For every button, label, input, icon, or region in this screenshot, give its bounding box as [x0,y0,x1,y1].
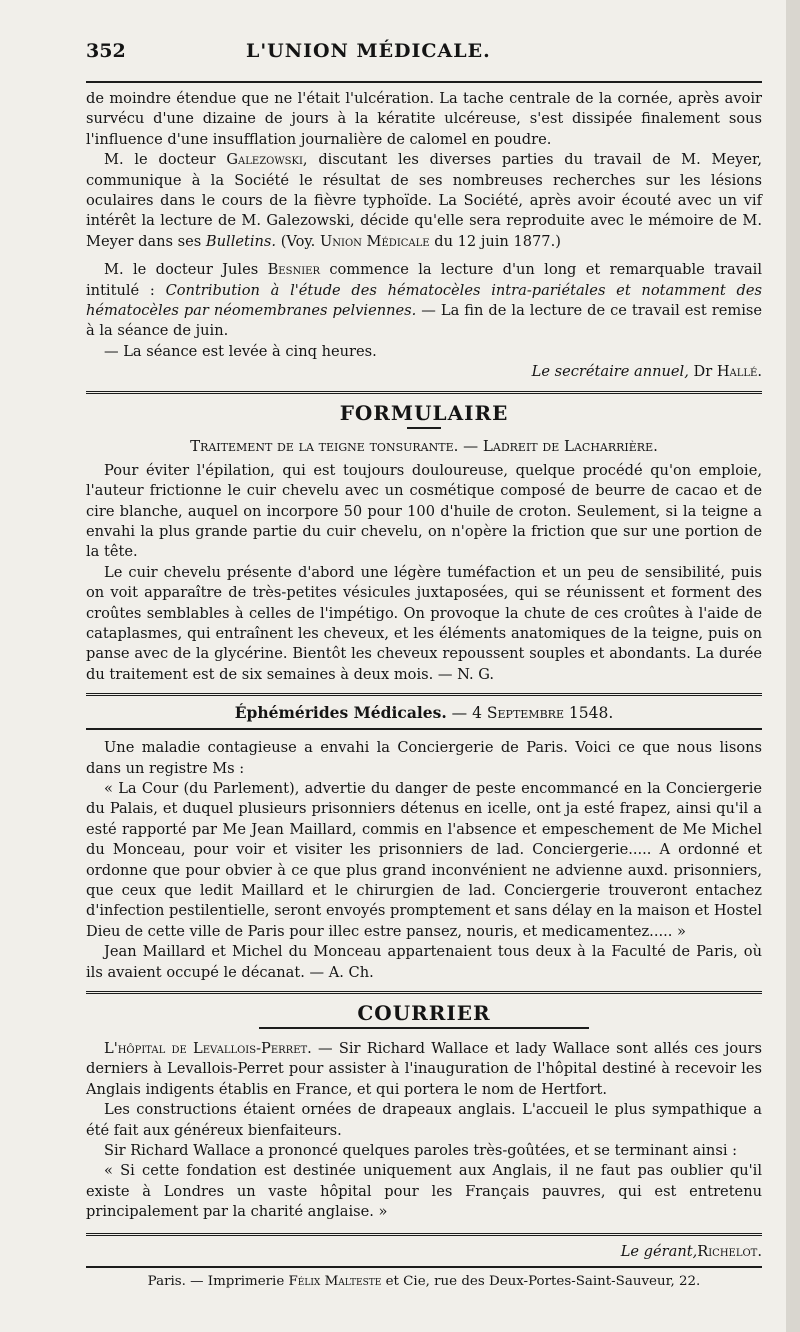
section-title-formulaire: FORMULAIRE [339,400,509,425]
page-header [86,40,762,78]
footer-divider [86,1233,762,1237]
top-paragraph-2: M. le docteur Galezowski, discutant les diverses parties du travail de M. Meyer, communique à la Société le résultat de ses nombreuses recherches sur les lésions oculaires dans le cours de la fièvre typhoïde. La Société, après avoir écouté avec un vif intérêt la lecture de M. Galezowski, décide qu'elle sera reproduite avec le mémoire de M. Meyer dans ses Bulletins. (Voy. Union Médicale du 12 juin 1877.) [86,151,762,250]
ephemerides-paragraph-3: Jean Maillard et Michel du Monceau appartenaient tous deux à la Faculté de Paris, où ils avaient occupé le décanat. — A. Ch. [86,943,762,981]
secretary-signature: Le secrétaire annuel, Dr Hallé. [531,363,762,381]
gerant-signature: Le gérant, Richelot. [620,1242,762,1260]
courrier-paragraph-1: L'hôpital de Levallois-Perret. — Sir Richard Wallace et lady Wallace sont allés ces jours derniers à Levallois-Perret pour assister à l'inauguration de l'hôpital destiné à recevoir les Anglais indigents établis en France, et qui portera le nom de Hertfort. [86,1040,763,1098]
formulaire-paragraph-1: Pour éviter l'épilation, qui est toujours douloureuse, quelque procédé qu'on emploie, l'auteur frictionne le cuir chevelu avec un cosmétique composé de beurre de cacao et de cire blanche, auquel on incorpore 50 pour 100 d'huile de croton. Seulement, si la teigne a envahi la plus grande partie du cuir chevelu, on n'opère la friction que sur une portion de la tête. [86,461,762,561]
author-name: Besnier [267,261,320,279]
ephemerides-quote: « La Cour (du Parlement), advertie du danger de peste encommancé en la Conciergerie du Palais, et duquel plusieurs prisonniers détenus en icelle, ont ja esté frapez, ainsi qu'il a esté rapporté par Me Jean Maillard, commis en l'absence et empeschement de Me Michel du Monceau, pour voir et visiter les prisonniers de lad. Conciergerie..... A ordonné et ordonne que pour obvier à ce que plus grand inconvénient ne advienne auxd. prisonniers, que ceux que ledit Maillard et le chirurgien de lad. Conciergerie trouveront entachez d'infection pestilentielle, seront envoyés promptement et sans délay en la maison et Hostel Dieu de cette ville de Paris pour illec estre pansez, nouris, et medicamentez..... » [86,779,762,940]
top-paragraph-3: M. le docteur Jules Besnier commence la lecture d'un long et remarquable travail intitulé : Contribution à l'étude des hématocèles intra-pariétales et notamment des hématocèles par néomembranes pelviennes. — La fin de la lecture de ce travail est remise à la séance de juin. [86,261,762,340]
title-underline [407,427,441,429]
courrier-paragraph-4: « Si cette fondation est destinée uniquement aux Anglais, il ne faut pas oublier qu'il existe à Londres un vaste hôpital pour les Français pauvres, qui est entretenu principalement par la charité anglaise. » [86,1162,762,1221]
title-underline [259,1027,589,1029]
page-binding-edge [786,0,800,1332]
imprint-rule [86,1266,762,1268]
page-number: 352 [86,40,126,62]
section-divider [86,693,762,697]
printer-imprint: Paris. — Imprimerie Félix Malteste et Cie, rue des Deux-Portes-Saint-Sauveur, 22. [147,1273,701,1289]
ephemerides-rule [86,728,762,730]
courrier-paragraph-3: Sir Richard Wallace a prononcé quelques paroles très-goûtées, et se terminant ainsi : [104,1142,738,1160]
ephemerides-title: Éphémérides Médicales. — 4 Septembre 1548. [234,703,614,723]
section-divider [86,391,762,395]
running-title: L'UNION MÉDICALE. [246,40,491,62]
formulaire-subtitle: Traitement de la teigne tonsurante. — Ladreit de Lacharrière. [190,436,658,455]
section-title-courrier: COURRIER [357,1001,491,1026]
section-divider [86,991,762,995]
top-paragraph-1: de moindre étendue que ne l'était l'ulcération. La tache centrale de la cornée, après avoir survécu d'une dizaine de jours à la kératite ulcéreuse, s'est dissipée finalement sous l'influence d'une insufflation journalière de calomel en poudre. [86,90,762,148]
ephemerides-paragraph-1: Une maladie contagieuse a envahi la Conciergerie de Paris. Voici ce que nous lisons dans un registre Ms : [86,739,762,777]
courrier-paragraph-2: Les constructions étaient ornées de drapeaux anglais. L'accueil le plus sympathique a été fait aux généreux bienfaiteurs. [86,1101,762,1139]
top-paragraph-4: — La séance est levée à cinq heures. [104,342,377,360]
author-name: Galezowski [226,151,303,169]
formulaire-paragraph-2: Le cuir chevelu présente d'abord une légère tuméfaction et un peu de sensibilité, puis on voit apparaître de très-petites vésicules juxtaposées, qui se réunissent et forment des croûtes semblables à celles de l'impétigo. On provoque la chute de ces croûtes à l'aide de cataplasmes, qui entraînent les cheveux, et les éléments anatomiques de la teigne, puis on panse avec de la glycérine. Bientôt les cheveux repoussent souples et abondants. La durée du traitement est de six semaines à deux mois. — N. G. [86,563,762,683]
header-rule [86,81,762,83]
